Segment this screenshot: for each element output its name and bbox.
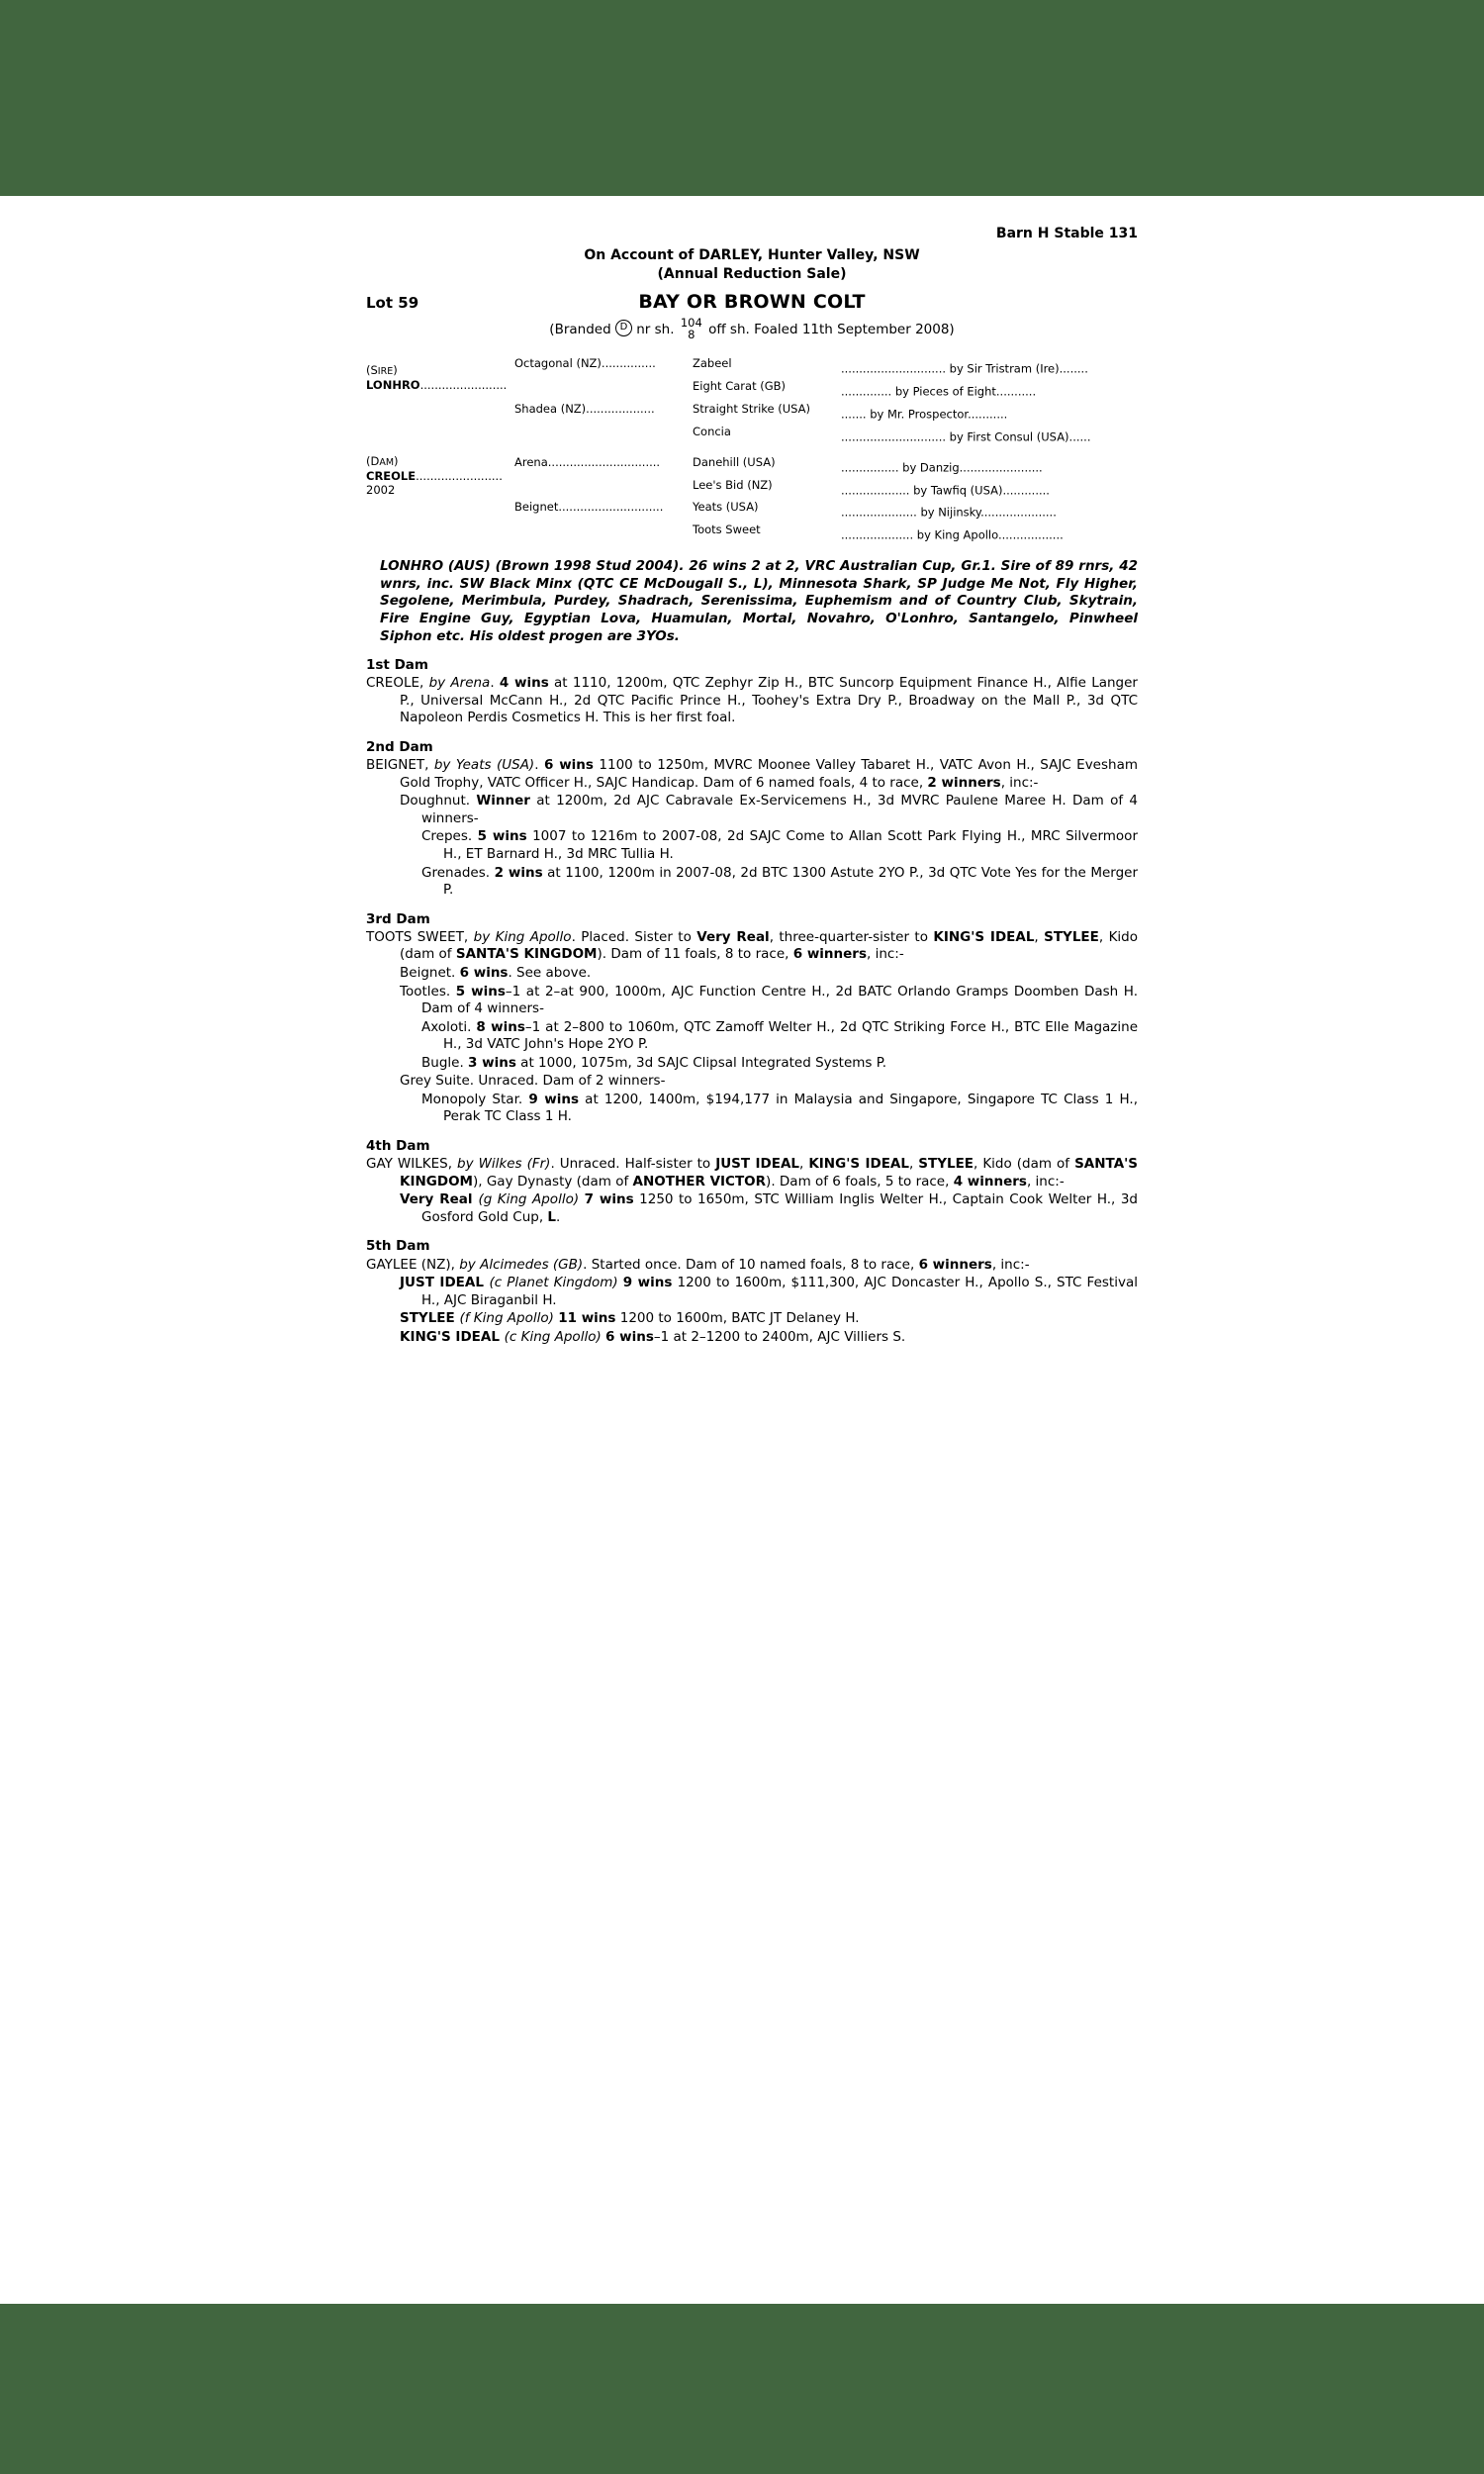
gen3-row <box>693 499 1138 522</box>
text-run: by Wilkes (Fr) <box>457 1156 551 1173</box>
account-line-2: (Annual Reduction Sale) <box>657 265 847 282</box>
text-run: 9 wins <box>622 1275 673 1291</box>
catalogue-page <box>0 196 1484 2304</box>
gen3-cell-2 <box>693 401 1138 446</box>
gen2-dots-4: ............................. <box>558 500 664 515</box>
barn-stable-label: Barn H Stable 131 <box>995 226 1138 241</box>
gen3-dots-b: ........ <box>1059 361 1088 376</box>
text-run: at 1000, 1075m, 3d SAJC Clipsal Integrated Systems P. <box>515 1054 887 1071</box>
dam-paragraph <box>366 1073 1138 1091</box>
text-run: ). Dam of 11 foals, 8 to race, <box>597 946 793 963</box>
dam-paragraph <box>366 1019 1138 1054</box>
text-run: at 1110, 1200m, QTC Zephyr Zip H., BTC Suncorp Equipment Finance H., Alfie Langer P., Universal McCann H., 2d QTC Pacific Prince H., Toohey's Extra Dry P., Broadway on the Mall P., 3d QTC Napoleon Perdis Cosmetics H. This is her first foal. <box>400 675 1138 726</box>
text-run: . Started once. Dam of 10 named foals, 8 to race, <box>583 1256 919 1273</box>
colt-title: BAY OR BROWN COLT <box>638 290 866 313</box>
gen3-name-8: Toots Sweet <box>693 523 761 537</box>
text-run: ). Dam of 6 foals, 5 to race, <box>766 1173 954 1189</box>
text-run: Very Real <box>400 1191 479 1208</box>
gen3-cell-1 <box>693 355 1138 401</box>
text-run: 1100 to 1250m, MVRC Moonee Valley Tabaret H., VATC Avon H., SAJC Evesham Gold Trophy, VATC Officer H., SAJC Handicap. Dam of 6 named foals, 4 to race, <box>400 757 1139 791</box>
text-run: , Kido (dam of <box>400 928 1139 963</box>
brand-prefix: (Branded <box>549 321 611 337</box>
text-run: 7 wins <box>584 1191 634 1208</box>
text-run: BEIGNET, <box>366 757 434 774</box>
text-run: Tootles. <box>400 983 456 999</box>
text-run: Beignet. <box>400 964 460 981</box>
gen3-by-6: by Tawfiq (USA) <box>913 482 1003 497</box>
brand-circle-icon: D <box>615 320 632 336</box>
gen2-cell-3 <box>514 446 693 500</box>
gen2-dots-3: ............................... <box>547 454 661 469</box>
text-run: 6 wins <box>543 757 594 774</box>
gen2-name-2: Shadea (NZ) <box>514 401 587 416</box>
dam-name-wrap <box>366 469 514 484</box>
dam-dots: ........................ <box>416 468 503 483</box>
text-run: , <box>908 1156 919 1173</box>
sire-dots: ........................ <box>419 377 508 392</box>
gen3-row <box>693 355 1138 378</box>
title-row <box>366 290 1138 316</box>
text-run: Grenades. <box>421 864 495 881</box>
gen3-by-2: by Pieces of Eight <box>894 384 996 399</box>
text-run: , inc:- <box>1000 774 1039 791</box>
text-run: –1 at 2–1200 to 2400m, AJC Villiers S. <box>653 1328 906 1345</box>
text-run: 6 wins <box>605 1328 654 1345</box>
gen3-name-1: Zabeel <box>693 355 732 370</box>
text-run: –1 at 2–at 900, 1000m, AJC Function Centre H., 2d BATC Orlando Gramps Doomben Dash H. Dam of 4 winners- <box>421 983 1139 1017</box>
brand-denominator: 8 <box>688 327 696 341</box>
gen3-dots-b: ..................... <box>980 505 1057 520</box>
gen3-by-3: by Mr. Prospector <box>870 407 969 422</box>
gen3-name-5: Danehill (USA) <box>693 454 776 469</box>
gen2-cell-2 <box>514 401 693 446</box>
gen3-cell-4 <box>693 499 1138 544</box>
gen3-by-5: by Danzig <box>902 460 960 475</box>
gen3-dots: ............................. <box>841 429 947 444</box>
dam-label-small: AM <box>379 456 395 468</box>
gen3-cell-3 <box>693 446 1138 500</box>
gen3-row <box>693 522 1138 544</box>
account-line-1: On Account of DARLEY, Hunter Valley, NSW <box>584 246 920 263</box>
text-run: (c King Apollo) <box>504 1328 602 1345</box>
text-run: STYLEE <box>918 1156 974 1173</box>
text-run: 6 winners <box>918 1256 992 1273</box>
gen3-by-7: by Nijinsky <box>920 505 981 520</box>
gen2-dots-1: ............... <box>601 355 656 370</box>
text-run: 2 winners <box>927 774 1001 791</box>
pedigree-sheet <box>366 226 1138 1346</box>
brand-line <box>366 315 1138 341</box>
dam-paragraph <box>366 675 1138 727</box>
dam-heading: 3rd Dam <box>366 910 430 927</box>
gen2-name-4: Beignet <box>514 500 559 515</box>
dam-year: 2002 <box>366 483 396 498</box>
gen2-cell-4 <box>514 499 693 544</box>
text-run: by Alcimedes (GB) <box>459 1256 584 1273</box>
text-run: . Unraced. Half-sister to <box>550 1156 716 1173</box>
gen3-by-1: by Sir Tristram (Ire) <box>949 361 1060 376</box>
gen3-dots: ..................... <box>841 505 917 520</box>
sire-name: LONHRO <box>366 377 420 392</box>
text-run: , inc:- <box>1026 1173 1065 1189</box>
dam-label-wrap <box>366 454 514 469</box>
gen3-dots: ................ <box>841 460 899 475</box>
gen3-name-2: Eight Carat (GB) <box>693 378 787 393</box>
text-run: 1200 to 1600m, BATC JT Delaney H. <box>615 1310 860 1327</box>
text-run: Monopoly Star. <box>421 1091 529 1107</box>
brand-suffix: off sh. Foaled 11th September 2008) <box>708 321 955 337</box>
text-run: Grey Suite. Unraced. Dam of 2 winners- <box>400 1073 666 1090</box>
text-run: , three-quarter-sister to <box>769 928 934 945</box>
gen3-dots: ............................. <box>841 361 947 376</box>
text-run: L <box>547 1208 557 1225</box>
sire-label-wrap <box>366 355 514 378</box>
text-run: , <box>1034 928 1045 945</box>
text-run: 1007 to 1216m to 2007-08, 2d SAJC Come to Allan Scott Park Flying H., MRC Silvermoor H., ET Barnard H., 3d MRC Tullia H. <box>443 828 1138 862</box>
dam-heading: 1st Dam <box>366 657 428 674</box>
gen3-dots-b: .................. <box>997 527 1064 542</box>
dam-paragraph <box>366 1329 1138 1347</box>
sire-label-close: ) <box>393 362 398 377</box>
text-run: CREOLE, <box>366 675 429 692</box>
text-run: 6 wins <box>459 964 509 981</box>
dam-paragraph <box>366 1092 1138 1126</box>
gen3-dots-b: ........... <box>968 407 1008 422</box>
text-run: Doughnut. <box>400 793 477 809</box>
gen3-by-4: by First Consul (USA) <box>949 429 1069 444</box>
dam-paragraph <box>366 865 1138 900</box>
text-run: 4 winners <box>953 1173 1027 1189</box>
text-run: 8 wins <box>476 1018 525 1035</box>
text-run: STYLEE <box>1044 928 1099 945</box>
text-run: Crepes. <box>421 828 478 845</box>
dam-name: CREOLE <box>366 468 417 483</box>
text-run: 3 wins <box>468 1054 516 1071</box>
text-run: GAY WILKES, <box>366 1156 457 1173</box>
text-run: . <box>556 1208 561 1225</box>
gen3-dots: ....... <box>841 407 867 422</box>
dam-label-open: (D <box>366 453 380 468</box>
dam-paragraph <box>366 1055 1138 1073</box>
gen3-row <box>693 424 1138 446</box>
text-run: at 1100, 1200m in 2007-08, 2d BTC 1300 Astute 2YO P., 3d QTC Vote Yes for the Merger P. <box>443 864 1139 899</box>
dam-paragraph <box>366 1156 1138 1190</box>
dam-paragraph <box>366 1257 1138 1275</box>
gen3-row <box>693 477 1138 500</box>
dam-cell <box>366 446 514 545</box>
dam-paragraph <box>366 793 1138 827</box>
sire-cell <box>366 355 514 446</box>
text-run: JUST IDEAL <box>400 1275 490 1291</box>
text-run: Bugle. <box>421 1054 469 1071</box>
gen3-row <box>693 401 1138 424</box>
gen3-dots: .............. <box>841 384 892 399</box>
dam-paragraph <box>366 984 1138 1018</box>
text-run: (c Planet Kingdom) <box>489 1275 618 1291</box>
text-run: GAYLEE (NZ), <box>366 1256 460 1273</box>
text-run: . Placed. Sister to <box>571 928 697 945</box>
dam-paragraph <box>366 929 1138 964</box>
dam-sections <box>366 657 1138 1346</box>
text-run: , inc:- <box>867 946 904 963</box>
text-run: at 1200m, 2d AJC Cabravale Ex-Servicemens H., 3d MVRC Paulene Maree H. Dam of 4 winners- <box>421 793 1138 826</box>
dam-paragraph <box>366 1191 1138 1226</box>
brand-fraction <box>681 317 702 340</box>
dam-paragraph <box>366 757 1138 792</box>
text-run: 5 wins <box>455 983 506 999</box>
text-run: ANOTHER VICTOR <box>632 1173 767 1189</box>
text-run: SANTA'S KINGDOM <box>455 946 598 963</box>
dam-paragraph <box>366 1310 1138 1328</box>
text-run: SANTA'S KINGDOM <box>400 1156 1138 1189</box>
gen2-dots-2: ................... <box>586 401 655 416</box>
sire-name-wrap <box>366 378 514 393</box>
text-run: by King Apollo <box>473 928 572 945</box>
gen2-cell-1 <box>514 355 693 401</box>
pedigree-table <box>366 355 1138 545</box>
text-run: 1250 to 1650m, STC William Inglis Welter H., Captain Cook Welter H., 3d Gosford Gold Cup, <box>421 1191 1138 1225</box>
text-run: Winner <box>476 793 530 809</box>
text-run: 5 wins <box>477 828 527 845</box>
text-run: KING'S IDEAL <box>400 1328 505 1345</box>
text-run: 6 winners <box>792 946 867 963</box>
text-run: KING'S IDEAL <box>808 1156 909 1173</box>
text-run: 11 wins <box>558 1310 616 1327</box>
text-run: by Yeats (USA) <box>433 757 535 774</box>
lot-number: Lot 59 <box>366 293 419 312</box>
dam-heading: 2nd Dam <box>366 738 433 755</box>
sire-label-small: IRE <box>377 365 394 377</box>
gen3-dots-b: ............. <box>1002 482 1050 497</box>
gen3-row <box>693 378 1138 401</box>
text-run: . <box>490 675 500 692</box>
text-run: STYLEE <box>400 1310 460 1327</box>
sire-label-open: (S <box>366 362 378 377</box>
text-run: , Kido (dam of <box>974 1156 1075 1173</box>
gen3-name-3: Straight Strike (USA) <box>693 401 811 416</box>
gen2-name-1: Octagonal (NZ) <box>514 355 602 370</box>
gen3-dots: ................... <box>841 482 910 497</box>
text-run: 1200 to 1600m, $111,300, AJC Doncaster H., Apollo S., STC Festival H., AJC Biraganbil H. <box>421 1275 1138 1308</box>
gen3-dots: .................... <box>841 527 914 542</box>
dam-label-close: ) <box>394 453 399 468</box>
text-run: (g King Apollo) <box>478 1191 580 1208</box>
gen3-dots-b: ...... <box>1068 429 1091 444</box>
text-run: KING'S IDEAL <box>933 928 1035 945</box>
brand-numerator: 104 <box>680 315 702 330</box>
gen2-name-3: Arena <box>514 454 548 469</box>
dam-heading: 4th Dam <box>366 1137 430 1154</box>
text-run: 4 wins <box>499 675 549 692</box>
text-run: ), Gay Dynasty (dam of <box>472 1173 633 1189</box>
text-run: 2 wins <box>494 864 543 881</box>
text-run: Very Real <box>696 928 770 945</box>
text-run: TOOTS SWEET, <box>366 928 474 945</box>
text-run: JUST IDEAL <box>715 1156 800 1173</box>
gen3-by-8: by King Apollo <box>916 527 998 542</box>
dam-paragraph <box>366 965 1138 983</box>
gen3-row <box>693 454 1138 477</box>
gen3-dots-b: ........... <box>995 384 1037 399</box>
gen3-dots-b: ....................... <box>959 460 1043 475</box>
brand-middle: nr sh. <box>636 321 675 337</box>
sire-description: LONHRO (AUS) (Brown 1998 Stud 2004). 26 wins 2 at 2, VRC Australian Cup, Gr.1. Sire of 89 rnrs, 42 wnrs, inc. SW Black Minx (QTC CE McDougall S., L), Minnesota Shark, SP Judge Me Not, Fly Higher, Segolene, Merimbula, Purdey, Shadrach, Serenissima, Euphemism and of Country Club, Skytrain, Fire Engine Guy, Egyptian Lova, Huamulan, Mortal, Novahro, O'Lonhro, Santangelo, Pinwheel Siphon etc. His oldest progen are 3YOs. <box>380 558 1138 644</box>
text-run: , inc:- <box>991 1256 1030 1273</box>
gen3-name-4: Concia <box>693 424 731 438</box>
text-run: at 1200, 1400m, $194,177 in Malaysia and Singapore, Singapore TC Class 1 H., Perak TC Class 1 H. <box>443 1091 1138 1125</box>
text-run: by Arena <box>428 675 491 692</box>
text-run: Axoloti. <box>421 1018 477 1035</box>
text-run: (f King Apollo) <box>459 1310 554 1327</box>
text-run: . See above. <box>508 964 592 981</box>
gen3-name-6: Lee's Bid (NZ) <box>693 477 773 492</box>
dam-paragraph <box>366 828 1138 863</box>
dam-paragraph <box>366 1275 1138 1309</box>
dam-heading: 5th Dam <box>366 1238 430 1255</box>
text-run: 9 wins <box>528 1091 580 1107</box>
text-run: , <box>799 1156 809 1173</box>
gen3-name-7: Yeats (USA) <box>693 500 759 515</box>
text-run: . <box>534 757 544 774</box>
text-run: –1 at 2–800 to 1060m, QTC Zamoff Welter H., 2d QTC Striking Force H., BTC Elle Magazine H., 3d VATC John's Hope 2YO P. <box>443 1018 1138 1053</box>
